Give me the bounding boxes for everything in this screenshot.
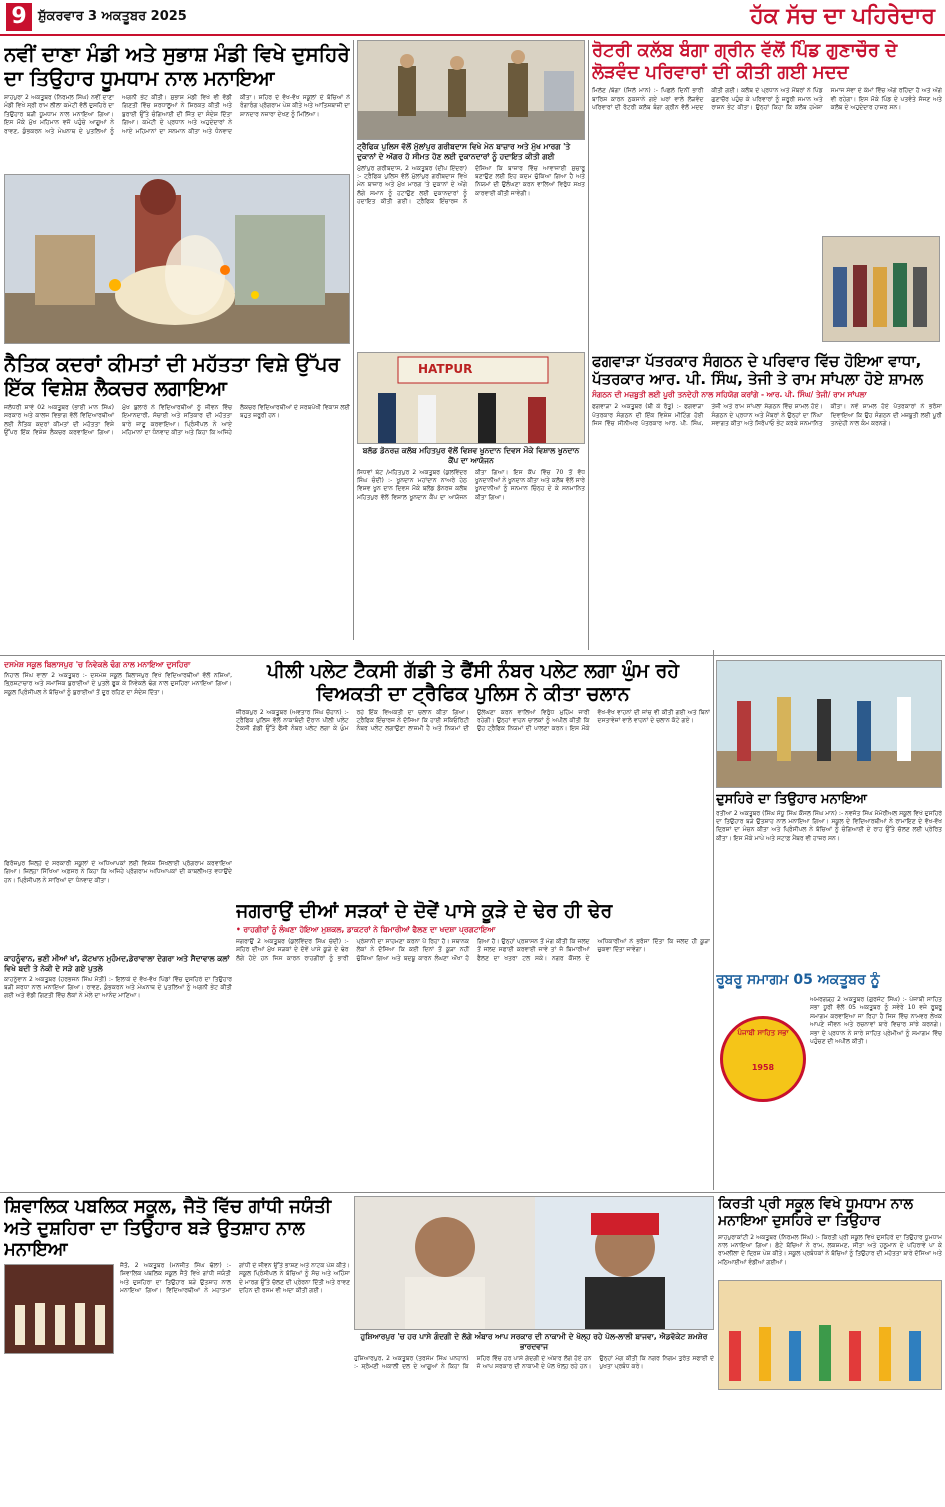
article-traffic-police — [357, 40, 585, 346]
article-body: ਮਿਲੇਣ /ਬੰਗਾ (ਜਿਲੇ ਮਾਨ) :- ਪਿਛਲੇ ਦਿਨੀਂ ਭਾਰੀ ਬਾਰਿਸ਼ ਕਾਰਨ ਨੁਕਸਾਨੇ ਗਏ ਘਰਾਂ ਵਾਲੇ ਲੋੜਵੰਦ ਪਰਿਵਾਰਾਂ ਦੀ ਰੋਟਰੀ ਕਲੱਬ ਬੰਗਾ ਗ੍ਰੀਨ ਵੱਲੋਂ ਮਦਦ ਕੀਤੀ ਗਈ। ਕਲੱਬ ਦੇ ਪ੍ਰਧਾਨ ਅਤੇ ਮੈਂਬਰਾਂ ਨੇ ਪਿੰਡ ਗੁਣਾਚੌਰ ਪਹੁੰਚ ਕੇ ਪਰਿਵਾਰਾਂ ਨੂੰ ਜ਼ਰੂਰੀ ਸਮਾਨ ਅਤੇ ਰਾਸ਼ਨ ਭੇਟ ਕੀਤਾ। ਉਨ੍ਹਾਂ ਕਿਹਾ ਕਿ ਕਲੱਬ ਹਮੇਸ਼ਾ ਸਮਾਜ ਸੇਵਾ ਦੇ ਕੰਮਾਂ ਵਿੱਚ ਅੱਗੇ ਰਹਿੰਦਾ ਹੈ ਅਤੇ ਅੱਗੇ ਵੀ ਰਹੇਗਾ। ਇਸ ਮੌਕੇ ਪਿੰਡ ਦੇ ਪਤਵੰਤੇ ਸੱਜਣ ਅਤੇ ਕਲੱਬ ਦੇ ਅਹੁਦੇਦਾਰ ਹਾਜ਼ਰ ਸਨ। — [592, 87, 942, 111]
article-body: ਰਤੀਆ 2 ਅਕਤੂਬਰ (ਸਿੰਘ ਸੰਧੂ ਸਿੰਘ ਕੌਂਸਲ ਸਿੰਘ ਮਾਨ) :- ਨਵਜੋਤ ਸਿੰਘ ਮੈਮੋਰੀਅਲ ਸਕੂਲ ਵਿਖੇ ਦੁਸਹਿਰੇ ਦਾ ਤਿਉਹਾਰ ਬੜੇ ਉਤਸ਼ਾਹ ਨਾਲ ਮਨਾਇਆ ਗਿਆ। ਸਕੂਲ ਦੇ ਵਿਦਿਆਰਥੀਆਂ ਨੇ ਰਾਮਾਇਣ ਦੇ ਵੱਖ-ਵੱਖ ਦ੍ਰਿਸ਼ਾਂ ਦਾ ਮੰਚਨ ਕੀਤਾ ਅਤੇ ਪ੍ਰਿੰਸੀਪਲ ਨੇ ਬੱਚਿਆਂ ਨੂੰ ਚੰਗਿਆਈ ਦੇ ਰਾਹ ਉੱਤੇ ਚੱਲਣ ਲਈ ਪ੍ਰੇਰਿਤ ਕੀਤਾ। ਇਸ ਮੌਕੇ ਮਾਪੇ ਅਤੇ ਸਟਾਫ਼ ਮੈਂਬਰ ਵੀ ਹਾਜ਼ਰ ਸਨ। — [716, 809, 942, 842]
banner-text: HATPUR — [418, 362, 473, 376]
headline: ਜਗਰਾਉਂ ਦੀਆਂ ਸੜਕਾਂ ਦੇ ਦੋਵੇਂ ਪਾਸੇ ਕੂੜੇ ਦੇ ਢੇਰ ਹੀ ਢੇਰ — [236, 900, 613, 922]
row-rule — [0, 1192, 945, 1193]
seal-year: 1958 — [751, 1063, 775, 1072]
headline: ਨਵੀਂ ਦਾਣਾ ਮੰਡੀ ਅਤੇ ਸੁਭਾਸ਼ ਮੰਡੀ ਵਿਖੇ ਦੁਸਹਿਰੇ ਦਾ ਤਿਉਹਾਰ ਧੂਮਧਾਮ ਨਾਲ ਮਨਾਇਆ — [4, 42, 350, 90]
article-body: ਸ਼ਾਹਪੁਰਾਕਾਂਟੀ 2 ਅਕਤੂਬਰ (ਨਿਰਮਲ ਸਿੰਘ) :- ਕਿਰਤੀ ਪ੍ਰੀ ਸਕੂਲ ਵਿਖੇ ਦੁਸਹਿਰੇ ਦਾ ਤਿਉਹਾਰ ਧੂਮਧਾਮ ਨਾਲ ਮਨਾਇਆ ਗਿਆ। ਛੋਟੇ ਬੱਚਿਆਂ ਨੇ ਰਾਮ, ਲਕਸ਼ਮਣ, ਸੀਤਾ ਅਤੇ ਹਨੂਮਾਨ ਦੇ ਪਹਿਰਾਵੇ ਪਾ ਕੇ ਰਾਮਲੀਲਾ ਦੇ ਦ੍ਰਿਸ਼ ਪੇਸ਼ ਕੀਤੇ। ਸਕੂਲ ਪ੍ਰਬੰਧਕਾਂ ਨੇ ਬੱਚਿਆਂ ਨੂੰ ਤਿਉਹਾਰ ਦੀ ਮਹੱਤਤਾ ਬਾਰੇ ਦੱਸਿਆ ਅਤੇ ਮਠਿਆਈਆਂ ਵੰਡੀਆਂ ਗਈਆਂ। — [718, 1233, 942, 1266]
photo-rotary-group — [822, 236, 940, 342]
headline: ਰੂਬਰੂ ਸਮਾਗਮ 05 ਅਕਤੂਬਰ ਨੂੰ — [716, 972, 880, 988]
newspaper-brand: ਹੱਕ ਸੱਚ ਦਾ ਪਹਿਰੇਦਾਰ — [750, 4, 935, 29]
photo-blood-camp — [357, 352, 585, 444]
article-kirti-school — [718, 1196, 942, 1504]
photo-hoshiarpur-leaders — [354, 1196, 714, 1330]
effigy-photo-illustration — [5, 175, 350, 344]
masthead — [0, 0, 945, 36]
school-photo-illustration — [717, 661, 942, 788]
article-body-top: ਫਿਰੋਜ਼ਪੁਰ ਜ਼ਿਲ੍ਹੇ ਦੇ ਸਰਕਾਰੀ ਸਕੂਲਾਂ ਦੇ ਅਧਿਆਪਕਾਂ ਲਈ ਵਿਸ਼ੇਸ਼ ਸਿਖਲਾਈ ਪ੍ਰੋਗਰਾਮ ਕਰਵਾਇਆ ਗਿਆ। ਜ਼ਿਲ੍ਹਾ ਸਿੱਖਿਆ ਅਫ਼ਸਰ ਨੇ ਕਿਹਾ ਕਿ ਅਜਿਹੇ ਪ੍ਰੋਗਰਾਮ ਅਧਿਆਪਕਾਂ ਦੀ ਕਾਬਲੀਅਤ ਵਧਾਉਂਦੇ ਹਨ। ਪ੍ਰਿੰਸੀਪਲ ਨੇ ਸਾਰਿਆਂ ਦਾ ਧੰਨਵਾਦ ਕੀਤਾ। — [4, 860, 232, 884]
kids-photo-illustration — [719, 1281, 942, 1390]
leaders-photo-illustration — [355, 1197, 714, 1330]
article-body: ਫਗਵਾੜਾ 2 ਅਕਤੂਬਰ (ਬੀ ਕੇ ਰੱਤੂ) :- ਫਗਵਾੜਾ ਪੱਤਰਕਾਰ ਸੰਗਠਨ ਦੀ ਇੱਕ ਵਿਸ਼ੇਸ਼ ਮੀਟਿੰਗ ਹੋਈ ਜਿਸ ਵਿੱਚ ਸੀਨੀਅਰ ਪੱਤਰਕਾਰ ਆਰ. ਪੀ. ਸਿੰਘ, ਤੇਜੀ ਅਤੇ ਰਾਮ ਸਾਂਪਲਾ ਸੰਗਠਨ ਵਿੱਚ ਸ਼ਾਮਲ ਹੋਏ। ਸੰਗਠਨ ਦੇ ਪ੍ਰਧਾਨ ਅਤੇ ਮੈਂਬਰਾਂ ਨੇ ਉਨ੍ਹਾਂ ਦਾ ਨਿੱਘਾ ਸਵਾਗਤ ਕੀਤਾ ਅਤੇ ਸਿਰੋਪਾਓ ਭੇਟ ਕਰਕੇ ਸਨਮਾਨਿਤ ਕੀਤਾ। ਨਵੇਂ ਸ਼ਾਮਲ ਹੋਏ ਪੱਤਰਕਾਰਾਂ ਨੇ ਭਰੋਸਾ ਦਿਵਾਇਆ ਕਿ ਉਹ ਸੰਗਠਨ ਦੀ ਮਜ਼ਬੂਤੀ ਲਈ ਪੂਰੀ ਤਨਦੇਹੀ ਨਾਲ ਕੰਮ ਕਰਨਗੇ। — [592, 403, 942, 427]
photo-traffic-police — [357, 40, 585, 140]
school-stage-photo-illustration — [5, 1265, 114, 1354]
photo-caption: ਹੁਸ਼ਿਆਰਪੁਰ 'ਚ ਹਰ ਪਾਸੇ ਗੰਦਗੀ ਦੇ ਲੱਗੇ ਅੰਬਾਰ ਆਪ ਸਰਕਾਰ ਦੀ ਨਾਕਾਮੀ ਦੇ ਖੋਲ੍ਹ ਰਹੇ ਪੋਲ-ਲਾਲੀ ਬਾਜਵਾ, ਐਡਵੋਕੇਟ ਸ਼ਮਸ਼ੇਰ ਭਾਰਦਵਾਜ — [360, 1332, 708, 1351]
article-body: ਸ਼ਾਹਪੁਰਾ 2 ਅਕਤੂਬਰ (ਨਿਰਮਲ ਸਿੰਘ) ਨਵੀਂ ਦਾਣਾ ਮੰਡੀ ਵਿਖੇ ਸ੍ਰੀ ਰਾਮ ਲੀਲਾ ਕਮੇਟੀ ਵੱਲੋਂ ਦੁਸਹਿਰੇ ਦਾ ਤਿਉਹਾਰ ਬੜੀ ਧੂਮਧਾਮ ਨਾਲ ਮਨਾਇਆ ਗਿਆ। ਇਸ ਮੌਕੇ ਮੁੱਖ ਮਹਿਮਾਨ ਵਜੋਂ ਪਹੁੰਚੇ ਆਗੂਆਂ ਨੇ ਰਾਵਣ, ਕੁੰਭਕਰਨ ਅਤੇ ਮੇਘਨਾਥ ਦੇ ਪੁਤਲਿਆਂ ਨੂੰ ਅਗਨੀ ਭੇਟ ਕੀਤੀ। ਸੁਭਾਸ਼ ਮੰਡੀ ਵਿਖੇ ਵੀ ਵੱਡੀ ਗਿਣਤੀ ਵਿੱਚ ਸ਼ਰਧਾਲੂਆਂ ਨੇ ਸ਼ਿਰਕਤ ਕੀਤੀ ਅਤੇ ਬੁਰਾਈ ਉੱਤੇ ਚੰਗਿਆਈ ਦੀ ਜਿੱਤ ਦਾ ਸੰਦੇਸ਼ ਦਿੱਤਾ ਗਿਆ। ਕਮੇਟੀ ਦੇ ਪ੍ਰਧਾਨ ਅਤੇ ਅਹੁਦੇਦਾਰਾਂ ਨੇ ਆਏ ਮਹਿਮਾਨਾਂ ਦਾ ਸਨਮਾਨ ਕੀਤਾ ਅਤੇ ਧੰਨਵਾਦ ਕੀਤਾ। ਸ਼ਹਿਰ ਦੇ ਵੱਖ-ਵੱਖ ਸਕੂਲਾਂ ਦੇ ਬੱਚਿਆਂ ਨੇ ਰੰਗਾਰੰਗ ਪ੍ਰੋਗਰਾਮ ਪੇਸ਼ ਕੀਤੇ ਅਤੇ ਆਤਿਸ਼ਬਾਜ਼ੀ ਦਾ ਸ਼ਾਨਦਾਰ ਨਜ਼ਾਰਾ ਦੇਖਣ ਨੂੰ ਮਿਲਿਆ। — [4, 94, 350, 135]
column-rule — [588, 40, 589, 650]
article-rotary-club — [592, 40, 942, 346]
photo-caption: ਟ੍ਰੈਫਿਕ ਪੁਲਿਸ ਵੱਲੋਂ ਮੁੱਲਾਂਪੁਰ ਗਰੀਬਦਾਸ ਵਿਖੇ ਮੇਨ ਬਾਜ਼ਾਰ ਅਤੇ ਮੁੱਖ ਮਾਰਗ 'ਤੇ ਦੁਕਾਨਾਂ ਦੇ ਅੱਗਰ ਹੋ ਸੀਮਤ ਹੋਣ ਲਈ ਦੁਕਾਨਦਾਰਾਂ ਨੂੰ ਹਦਾਇਤ ਕੀਤੀ ਗਈ — [357, 142, 571, 161]
photo-shivalik-school — [4, 1264, 114, 1354]
article-school-dussehra — [4, 660, 232, 810]
article-body: ਜਲੰਧਰੀ ਸ਼ਾਵੇ 02 ਅਕਤੂਬਰ (ਭਾਈ ਮਾਨ ਸਿੰਘ) ਸਰਕਾਰ ਅਤੇ ਕਾਲਜ ਵਿਭਾਗ ਵੱਲੋਂ ਵਿਦਿਆਰਥੀਆਂ ਲਈ ਨੈਤਿਕ ਕਦਰਾਂ ਕੀਮਤਾਂ ਦੀ ਮਹੱਤਤਾ ਵਿਸ਼ੇ ਉੱਪਰ ਇੱਕ ਵਿਸ਼ੇਸ਼ ਲੈਕਚਰ ਕਰਵਾਇਆ ਗਿਆ। ਮੁੱਖ ਬੁਲਾਰੇ ਨੇ ਵਿਦਿਆਰਥੀਆਂ ਨੂੰ ਜੀਵਨ ਵਿੱਚ ਇਮਾਨਦਾਰੀ, ਸੱਚਾਈ ਅਤੇ ਸਤਿਕਾਰ ਦੀ ਮਹੱਤਤਾ ਬਾਰੇ ਜਾਣੂ ਕਰਵਾਇਆ। ਪ੍ਰਿੰਸੀਪਲ ਨੇ ਆਏ ਮਹਿਮਾਨਾਂ ਦਾ ਧੰਨਵਾਦ ਕੀਤਾ ਅਤੇ ਕਿਹਾ ਕਿ ਅਜਿਹੇ ਲੈਕਚਰ ਵਿਦਿਆਰਥੀਆਂ ਦੇ ਸਰਬਪੱਖੀ ਵਿਕਾਸ ਲਈ ਬਹੁਤ ਜ਼ਰੂਰੀ ਹਨ। — [4, 404, 350, 437]
article-body: ਮੁੱਲਾਂਪੁਰ ਗਰੀਬਦਾਸ, 2 ਅਕਤੂਬਰ (ਦੀਪ ਇੰਦਰਾ) :- ਟ੍ਰੈਫਿਕ ਪੁਲਿਸ ਵੱਲੋਂ ਮੁੱਲਾਂਪੁਰ ਗਰੀਬਦਾਸ ਵਿਖੇ ਮੇਨ ਬਾਜ਼ਾਰ ਅਤੇ ਮੁੱਖ ਮਾਰਗ 'ਤੇ ਦੁਕਾਨਾਂ ਦੇ ਅੱਗੇ ਲੱਗੇ ਸਮਾਨ ਨੂੰ ਹਟਾਉਣ ਲਈ ਦੁਕਾਨਦਾਰਾਂ ਨੂੰ ਹਦਾਇਤ ਕੀਤੀ ਗਈ। ਟ੍ਰੈਫਿਕ ਇੰਚਾਰਜ ਨੇ ਦੱਸਿਆ ਕਿ ਬਾਜ਼ਾਰ ਵਿੱਚ ਆਵਾਜਾਈ ਸੁਚਾਰੂ ਬਣਾਉਣ ਲਈ ਇਹ ਕਦਮ ਚੁੱਕਿਆ ਗਿਆ ਹੈ ਅਤੇ ਨਿਯਮਾਂ ਦੀ ਉਲੰਘਣਾ ਕਰਨ ਵਾਲਿਆਂ ਵਿਰੁੱਧ ਸਖ਼ਤ ਕਾਰਵਾਈ ਕੀਤੀ ਜਾਵੇਗੀ। — [357, 164, 585, 206]
police-photo-illustration — [358, 41, 585, 140]
page-number: 9 — [6, 3, 32, 31]
article-press-club — [592, 352, 942, 652]
article-effigy-burning — [4, 860, 232, 1190]
subheadline: ਸੰਗਠਨ ਦੀ ਮਜ਼ਬੂਤੀ ਲਈ ਪੂਰੀ ਤਨਦੇਹੀ ਨਾਲ ਸਹਿਯੋਗ ਕਰਾਂਗੇ - ਆਰ. ਪੀ. ਸਿੰਘ/ ਤੇਜੀ/ ਰਾਮ ਸਾਂਪਲਾ — [592, 390, 867, 399]
headline: ਪੀਲੀ ਪਲੇਟ ਟੈਕਸੀ ਗੱਡੀ ਤੇ ਫੈਂਸੀ ਨੰਬਰ ਪਲੇਟ ਲਗਾ ਘੁੰਮ ਰਹੇ ਵਿਅਕਤੀ ਦਾ ਟ੍ਰੈਫਿਕ ਪੁਲਿਸ ਨੇ ਕੀਤਾ ਚਲਾਨ — [266, 660, 680, 705]
photo-kirti-school — [718, 1280, 942, 1390]
article-body: ਨਿਹਾਲ ਸਿੰਘ ਵਾਲਾ 2 ਅਕਤੂਬਰ :- ਦਸਮੇਸ਼ ਸਕੂਲ ਬਿਲਾਸਪੁਰ ਵਿਖੇ ਵਿਦਿਆਰਥੀਆਂ ਵੱਲੋਂ ਨਸ਼ਿਆਂ, ਭ੍ਰਿਸ਼ਟਾਚਾਰ ਅਤੇ ਸਮਾਜਿਕ ਬੁਰਾਈਆਂ ਦੇ ਪੁਤਲੇ ਫੂਕ ਕੇ ਨਿਵੇਕਲੇ ਢੰਗ ਨਾਲ ਦੁਸਹਿਰਾ ਮਨਾਇਆ ਗਿਆ। ਸਕੂਲ ਪ੍ਰਿੰਸੀਪਲ ਨੇ ਬੱਚਿਆਂ ਨੂੰ ਬੁਰਾਈਆਂ ਤੋਂ ਦੂਰ ਰਹਿਣ ਦਾ ਸੰਦੇਸ਼ ਦਿੱਤਾ। — [4, 671, 232, 696]
article-body: ਜ਼ੀਰਕਪੁਰ 2 ਅਕਤੂਬਰ (ਅਵਤਾਰ ਸਿੰਘ ਚੌਹਾਨ) :- ਟ੍ਰੈਫਿਕ ਪੁਲਿਸ ਵੱਲੋਂ ਨਾਕਾਬੰਦੀ ਦੌਰਾਨ ਪੀਲੀ ਪਲੇਟ ਟੈਕਸੀ ਗੱਡੀ ਉੱਤੇ ਫੈਂਸੀ ਨੰਬਰ ਪਲੇਟ ਲਗਾ ਕੇ ਘੁੰਮ ਰਹੇ ਇੱਕ ਵਿਅਕਤੀ ਦਾ ਚਲਾਨ ਕੀਤਾ ਗਿਆ। ਟ੍ਰੈਫਿਕ ਇੰਚਾਰਜ ਨੇ ਦੱਸਿਆ ਕਿ ਹਾਈ ਸਕਿਓਰਿਟੀ ਨੰਬਰ ਪਲੇਟ ਲਗਾਉਣਾ ਲਾਜ਼ਮੀ ਹੈ ਅਤੇ ਨਿਯਮਾਂ ਦੀ ਉਲੰਘਣਾ ਕਰਨ ਵਾਲਿਆਂ ਵਿਰੁੱਧ ਮੁਹਿੰਮ ਜਾਰੀ ਰਹੇਗੀ। ਉਨ੍ਹਾਂ ਵਾਹਨ ਚਾਲਕਾਂ ਨੂੰ ਅਪੀਲ ਕੀਤੀ ਕਿ ਉਹ ਟ੍ਰੈਫਿਕ ਨਿਯਮਾਂ ਦੀ ਪਾਲਣਾ ਕਰਨ। ਇਸ ਮੌਕੇ ਵੱਖ-ਵੱਖ ਵਾਹਨਾਂ ਦੀ ਜਾਂਚ ਵੀ ਕੀਤੀ ਗਈ ਅਤੇ ਬਿਨਾਂ ਦਸਤਾਵੇਜ਼ਾਂ ਵਾਲੇ ਵਾਹਨਾਂ ਦੇ ਚਲਾਨ ਕੱਟੇ ਗਏ। — [236, 708, 710, 733]
photo-dussehra-effigy — [4, 174, 350, 344]
sahit-sabha-seal — [720, 1016, 806, 1102]
headline: ਦਸਮੇਸ਼ ਸਕੂਲ ਬਿਲਾਸਪੁਰ 'ਚ ਨਿਵੇਕਲੇ ਢੰਗ ਨਾਲ ਮਨਾਇਆ ਦੁਸਹਿਰਾ — [4, 660, 191, 669]
seal-text: ਪੰਜਾਬੀ ਸਾਹਿਤ ਸਭਾ — [737, 1029, 789, 1037]
article-blood-camp — [357, 352, 585, 652]
article-body: ਅਮਰਗੜ੍ਹ 2 ਅਕਤੂਬਰ (ਗੁਰਜੰਟ ਸਿੰਘ) :- ਪੰਜਾਬੀ ਸਾਹਿਤ ਸਭਾ ਧੂਰੀ ਵੱਲੋਂ 05 ਅਕਤੂਬਰ ਨੂੰ ਸਵੇਰੇ 10 ਵਜੇ ਰੂਬਰੂ ਸਮਾਗਮ ਕਰਵਾਇਆ ਜਾ ਰਿਹਾ ਹੈ ਜਿਸ ਵਿੱਚ ਨਾਮਵਰ ਲੇਖਕ ਆਪਣੇ ਜੀਵਨ ਅਤੇ ਰਚਨਾਵਾਂ ਬਾਰੇ ਵਿਚਾਰ ਸਾਂਝੇ ਕਰਨਗੇ। ਸਭਾ ਦੇ ਪ੍ਰਧਾਨ ਨੇ ਸਾਰੇ ਸਾਹਿਤ ਪ੍ਰੇਮੀਆਂ ਨੂੰ ਸਮਾਗਮ ਵਿੱਚ ਪਹੁੰਚਣ ਦੀ ਅਪੀਲ ਕੀਤੀ। — [810, 996, 942, 1045]
headline: ਕਾਹਨੂੰਵਾਨ, ਭਣੀ ਮੀਆਂ ਖਾਂ, ਕੋਟਖਾਨ ਮੁਹੰਮਦ,ਡੇਰਾਵਾਲਾ ਦੇਗਰਾ ਅਤੇ ਸੈਦਾਵਾਲ ਕਲਾਂ ਵਿਖੇ ਬਦੀ ਤੇ ਨੇਕੀ ਦੇ ਸੜੇ ਗਏ ਪੁਤਲੇ — [4, 954, 230, 973]
article-body: ਕਾਹਨੂੰਵਾਨ 2 ਅਕਤੂਬਰ (ਹਰਭਜਨ ਸਿੰਘ ਮੈਤੀਂ) :- ਇਲਾਕੇ ਦੇ ਵੱਖ-ਵੱਖ ਪਿੰਡਾਂ ਵਿੱਚ ਦੁਸਹਿਰੇ ਦਾ ਤਿਉਹਾਰ ਬੜੀ ਸ਼ਰਧਾ ਨਾਲ ਮਨਾਇਆ ਗਿਆ। ਰਾਵਣ, ਕੁੰਭਕਰਨ ਅਤੇ ਮੇਘਨਾਥ ਦੇ ਪੁਤਲਿਆਂ ਨੂੰ ਅਗਨੀ ਭੇਟ ਕੀਤੀ ਗਈ ਅਤੇ ਵੱਡੀ ਗਿਣਤੀ ਵਿੱਚ ਲੋਕਾਂ ਨੇ ਮੇਲੇ ਦਾ ਆਨੰਦ ਮਾਣਿਆ। — [4, 975, 232, 1000]
row-rule — [0, 655, 945, 656]
article-dussehra-mandi — [4, 42, 350, 348]
article-body: ਜੈਤੋ, 2 ਅਕਤੂਬਰ (ਮਨਜੀਤ ਸਿੰਘ ਢੱਲਾ) :- ਸ਼ਿਵਾਲਿਕ ਪਬਲਿਕ ਸਕੂਲ ਜੈਤੋ ਵਿਖੇ ਗਾਂਧੀ ਜਯੰਤੀ ਅਤੇ ਦੁਸ਼ਹਿਰਾ ਦਾ ਤਿਉਹਾਰ ਬੜੇ ਉਤਸ਼ਾਹ ਨਾਲ ਮਨਾਇਆ ਗਿਆ। ਵਿਦਿਆਰਥੀਆਂ ਨੇ ਮਹਾਤਮਾ ਗਾਂਧੀ ਦੇ ਜੀਵਨ ਉੱਤੇ ਭਾਸ਼ਣ ਅਤੇ ਨਾਟਕ ਪੇਸ਼ ਕੀਤੇ। ਸਕੂਲ ਪ੍ਰਿੰਸੀਪਲ ਨੇ ਬੱਚਿਆਂ ਨੂੰ ਸੱਚ ਅਤੇ ਅਹਿੰਸਾ ਦੇ ਮਾਰਗ ਉੱਤੇ ਚੱਲਣ ਦੀ ਪ੍ਰੇਰਨਾ ਦਿੱਤੀ ਅਤੇ ਰਾਵਣ ਦਹਿਨ ਦੀ ਰਸਮ ਵੀ ਅਦਾ ਕੀਤੀ ਗਈ। — [120, 1262, 350, 1295]
article-right-dussehra — [716, 660, 942, 970]
article-body: ਸਿਧਵਾਂ ਬੇਟ /ਮਹਿਤਪੁਰ 2 ਅਕਤੂਬਰ (ਕੁਲਵਿੰਦਰ ਸਿੰਘ ਚੰਦੀ) :- ਖੂਨਦਾਨ ਮਹਾਂਦਾਨ ਨਾਅਰੇ ਹੇਠ ਵਿਸ਼ਵ ਖੂਨ ਦਾਨ ਦਿਵਸ ਮੌਕੇ ਬਲੱਡ ਡੋਨਰਜ਼ ਕਲੱਬ ਮਹਿਤਪੁਰ ਵੱਲੋਂ ਵਿਸ਼ਾਲ ਖੂਨਦਾਨ ਕੈਂਪ ਦਾ ਆਯੋਜਨ ਕੀਤਾ ਗਿਆ। ਇਸ ਕੈਂਪ ਵਿੱਚ 70 ਤੋਂ ਵੱਧ ਖੂਨਦਾਨੀਆਂ ਨੇ ਖੂਨਦਾਨ ਕੀਤਾ ਅਤੇ ਕਲੱਬ ਵੱਲੋਂ ਸਾਰੇ ਖੂਨਦਾਨੀਆਂ ਨੂੰ ਸਨਮਾਨ ਚਿੰਨ੍ਹ ਦੇ ਕੇ ਸਨਮਾਨਿਤ ਕੀਤਾ ਗਿਆ। — [357, 468, 585, 501]
headline: ਰੋਟਰੀ ਕਲੱਬ ਬੰਗਾ ਗ੍ਰੀਨ ਵੱਲੋਂ ਪਿੰਡ ਗੁਣਾਚੌਰ ਦੇ ਲੋੜਵੰਦ ਪਰਿਵਾਰਾਂ ਦੀ ਕੀਤੀ ਗਈ ਮਦਦ — [592, 40, 898, 83]
headline: ਕਿਰਤੀ ਪ੍ਰੀ ਸਕੂਲ ਵਿਖੇ ਧੂਮਧਾਮ ਨਾਲ ਮਨਾਇਆ ਦੁਸਹਿਰੇ ਦਾ ਤਿਉਹਾਰ — [718, 1196, 913, 1229]
group-photo-illustration — [823, 237, 940, 342]
article-rubru — [716, 972, 942, 1190]
article-hoshiarpur — [354, 1196, 714, 1504]
headline: ਫਗਵਾੜਾ ਪੱਤਰਕਾਰ ਸੰਗਠਨ ਦੇ ਪਰਿਵਾਰ ਵਿੱਚ ਹੋਇਆ ਵਾਧਾ, ਪੱਤਰਕਾਰ ਆਰ. ਪੀ. ਸਿੰਘ, ਤੇਜੀ ਤੇ ਰਾਮ ਸਾਂਪਲਾ ਹੋਏ ਸ਼ਾਮਲ — [592, 352, 924, 388]
photo-caption: ਬਲੱਡ ਡੋਨਰਜ਼ ਕਲੱਬ ਮਹਿਤਪੁਰ ਵੱਲੋਂ ਵਿਸ਼ਵ ਖੂਨਦਾਨ ਦਿਵਸ ਮੌਕੇ ਵਿਸ਼ਾਲ ਖੂਨਦਾਨ ਕੈਂਪ ਦਾ ਆਯੋਜਨ — [362, 446, 580, 465]
article-ethics-lecture — [4, 352, 350, 652]
photo-right-dussehra — [716, 660, 942, 788]
column-rule — [353, 40, 354, 640]
headline: ਦੁਸਹਿਰੇ ਦਾ ਤਿਉਹਾਰ ਮਨਾਇਆ — [716, 792, 867, 807]
subheadline: • ਰਾਹਗੀਰਾਂ ਨੂੰ ਲੰਘਣਾ ਹੋਇਆ ਮੁਸ਼ਕਲ, ਡਾਕਟਰਾਂ ਨੇ ਬਿਮਾਰੀਆਂ ਫੈਲਣ ਦਾ ਖਦਸ਼ਾ ਪ੍ਰਗਟਾਇਆ — [236, 924, 496, 934]
article-shivalik-school — [4, 1196, 350, 1504]
article-body: ਜਗਰਾਉਂ 2 ਅਕਤੂਬਰ (ਕੁਲਵਿੰਦਰ ਸਿੰਘ ਚੰਦੀ) :- ਸ਼ਹਿਰ ਦੀਆਂ ਮੁੱਖ ਸੜਕਾਂ ਦੇ ਦੋਵੇਂ ਪਾਸੇ ਕੂੜੇ ਦੇ ਢੇਰ ਲੱਗੇ ਹੋਏ ਹਨ ਜਿਸ ਕਾਰਨ ਰਾਹਗੀਰਾਂ ਨੂੰ ਭਾਰੀ ਪ੍ਰੇਸ਼ਾਨੀ ਦਾ ਸਾਹਮਣਾ ਕਰਨਾ ਪੈ ਰਿਹਾ ਹੈ। ਸਥਾਨਕ ਲੋਕਾਂ ਨੇ ਦੱਸਿਆ ਕਿ ਕਈ ਦਿਨਾਂ ਤੋਂ ਕੂੜਾ ਨਹੀਂ ਚੁੱਕਿਆ ਗਿਆ ਅਤੇ ਬਦਬੂ ਕਾਰਨ ਲੰਘਣਾ ਔਖਾ ਹੋ ਗਿਆ ਹੈ। ਉਨ੍ਹਾਂ ਪ੍ਰਸ਼ਾਸਨ ਤੋਂ ਮੰਗ ਕੀਤੀ ਕਿ ਜਲਦ ਤੋਂ ਜਲਦ ਸਫਾਈ ਕਰਵਾਈ ਜਾਵੇ ਤਾਂ ਜੋ ਬਿਮਾਰੀਆਂ ਫੈਲਣ ਦਾ ਖਤਰਾ ਟਲ ਸਕੇ। ਨਗਰ ਕੌਂਸਲ ਦੇ ਅਧਿਕਾਰੀਆਂ ਨੇ ਭਰੋਸਾ ਦਿੱਤਾ ਕਿ ਜਲਦ ਹੀ ਕੂੜਾ ਚੁਕਵਾ ਦਿੱਤਾ ਜਾਵੇਗਾ। — [236, 937, 710, 962]
headline: ਨੈਤਿਕ ਕਦਰਾਂ ਕੀਮਤਾਂ ਦੀ ਮਹੱਤਤਾ ਵਿਸ਼ੇ ਉੱਪਰ ਇੱਕ ਵਿਸ਼ੇਸ਼ ਲੈਕਚਰ ਲਗਾਇਆ — [4, 352, 340, 400]
column-rule — [713, 650, 714, 1190]
page-date: ਸ਼ੁੱਕਰਵਾਰ 3 ਅਕਤੂਬਰ 2025 — [38, 9, 187, 24]
article-taxi-plate — [236, 660, 710, 855]
article-jagraon-garbage — [236, 900, 710, 1190]
headline: ਸ਼ਿਵਾਲਿਕ ਪਬਲਿਕ ਸਕੂਲ, ਜੈਤੋ ਵਿੱਚ ਗਾਂਧੀ ਜਯੰਤੀ ਅਤੇ ਦੁਸ਼ਹਿਰਾ ਦਾ ਤਿਉਹਾਰ ਬੜੇ ਉਤਸ਼ਾਹ ਨਾਲ ਮਨਾਇਆ — [4, 1196, 332, 1261]
article-body: ਹੁਸ਼ਿਆਰਪੁਰ, 2 ਅਕਤੂਬਰ (ਤਰਸੇਮ ਸਿੰਘ ਪਨਹਾਨ) :- ਸ਼੍ਰੋਮਣੀ ਅਕਾਲੀ ਦਲ ਦੇ ਆਗੂਆਂ ਨੇ ਕਿਹਾ ਕਿ ਸ਼ਹਿਰ ਵਿੱਚ ਹਰ ਪਾਸੇ ਗੰਦਗੀ ਦੇ ਅੰਬਾਰ ਲੱਗੇ ਹੋਏ ਹਨ ਜੋ ਆਪ ਸਰਕਾਰ ਦੀ ਨਾਕਾਮੀ ਦੇ ਪੋਲ ਖੋਲ੍ਹ ਰਹੇ ਹਨ। ਉਨ੍ਹਾਂ ਮੰਗ ਕੀਤੀ ਕਿ ਨਗਰ ਨਿਗਮ ਤੁਰੰਤ ਸਫਾਈ ਦੇ ਪੁਖਤਾ ਪ੍ਰਬੰਧ ਕਰੇ। — [354, 1354, 714, 1370]
